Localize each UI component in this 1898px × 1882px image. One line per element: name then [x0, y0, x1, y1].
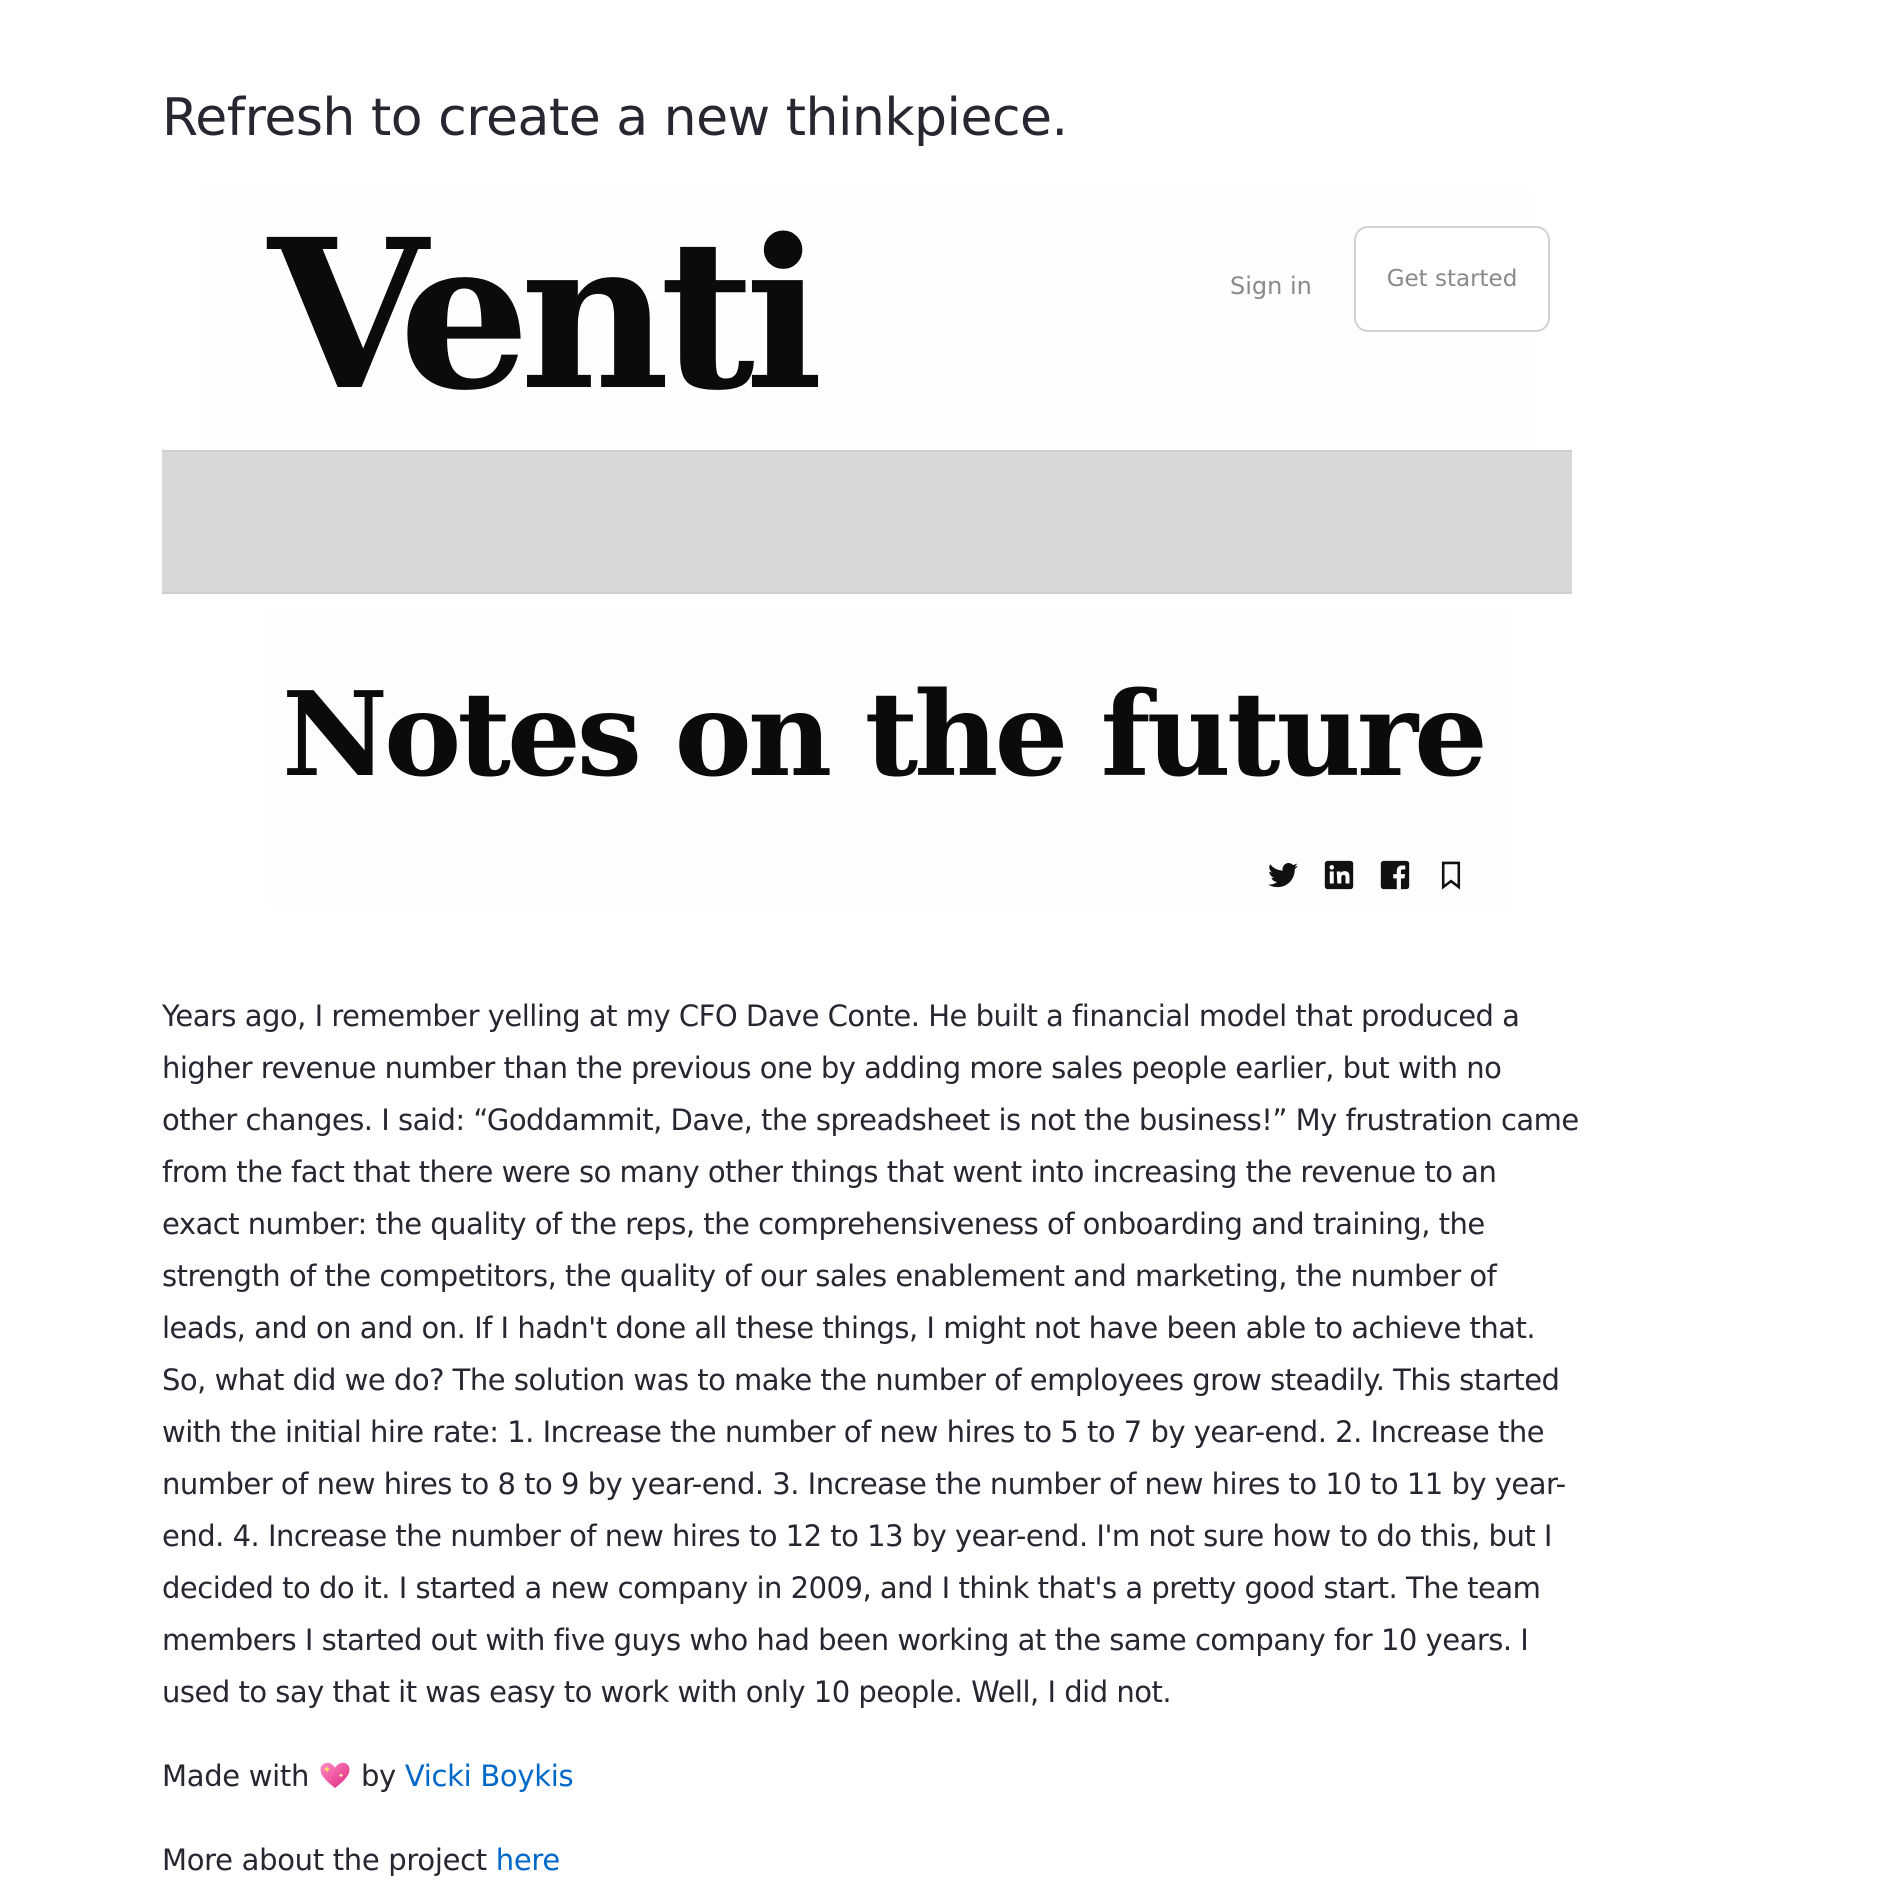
- twitter-icon[interactable]: [1266, 858, 1300, 892]
- more-about-line: [162, 1838, 560, 1882]
- sign-in-link[interactable]: Sign in: [1230, 272, 1312, 300]
- sparkling-heart-icon: [318, 1760, 352, 1790]
- made-with-line: [162, 1754, 573, 1798]
- made-with-prefix: Made with: [162, 1759, 310, 1793]
- author-link[interactable]: Vicki Boykis: [404, 1759, 574, 1793]
- linkedin-icon[interactable]: [1322, 858, 1356, 892]
- bookmark-icon[interactable]: [1434, 858, 1468, 892]
- article-title: Notes on the future: [282, 667, 1484, 803]
- get-started-button[interactable]: Get started: [1354, 226, 1550, 332]
- venti-header: [200, 190, 1534, 450]
- gray-banner: [162, 450, 1572, 594]
- here-link[interactable]: here: [495, 1843, 560, 1877]
- article-body-text: Years ago, I remember yelling at my CFO Dave Conte. He built a financial model that produced a higher revenue number than the previous one by adding more sales people earlier, but with no other changes. I said: “Goddammit, Dave, the spreadsheet is not the business!” My frustration came from the fact that there were so many other things that went into increasing the revenue to an exact number: the quality of the reps, the comprehensiveness of onboarding and training, the strength of the competitors, the quality of our sales enablement and marketing, the number of leads, and on and on. If I hadn't done all these things, I might not have been able to achieve that. So, what did we do? The solution was to make the number of employees grow steadily. This started with the initial hire rate: 1. Increase the number of new hires to 5 to 7 by year-end. 2. Increase the number of new hires to 8 to 9 by year-end. 3. Increase the number of new hires to 10 to 11 by year-end. 4. Increase the number of new hires to 12 to 13 by year-end. I'm not sure how to do this, but I decided to do it. I started a new company in 2009, and I think that's a pretty good start. The team members I started out with five guys who had been working at the same company for 10 years. I used to say that it was easy to work with only 10 people. Well, I did not.: [162, 999, 1579, 1709]
- more-about-prefix: More about the project: [162, 1843, 487, 1877]
- page-title: Refresh to create a new thinkpiece.: [162, 88, 1068, 148]
- venti-screenshot: [162, 190, 1572, 905]
- article-header: [270, 610, 1512, 905]
- venti-logo: Venti: [268, 194, 814, 436]
- share-icons: [1266, 858, 1468, 892]
- made-with-by: by: [360, 1759, 396, 1793]
- facebook-icon[interactable]: [1378, 858, 1412, 892]
